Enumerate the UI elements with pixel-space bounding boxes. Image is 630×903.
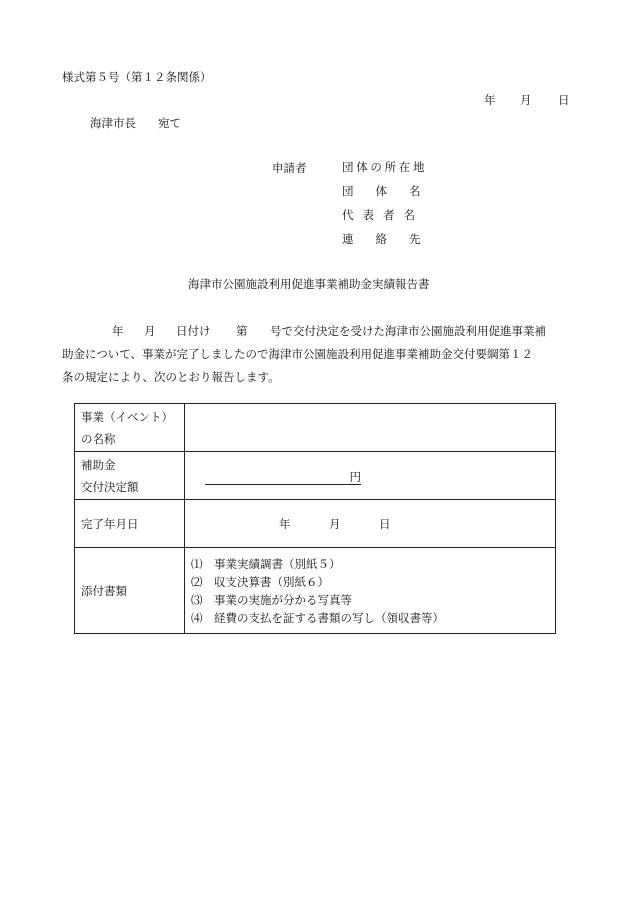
date-year: 年 bbox=[484, 93, 496, 107]
table-row bbox=[75, 404, 556, 452]
event-label-line1: 事業（イベント） bbox=[81, 409, 173, 424]
table-row bbox=[75, 548, 556, 634]
completion-date-label: 完了年月日 bbox=[75, 500, 185, 548]
field-representative: 代表者名 bbox=[342, 208, 424, 222]
field-address: 団体の所在地 bbox=[342, 160, 428, 174]
addressee-name: 海津市長 bbox=[90, 116, 136, 130]
body-line-3: 条の規定により、次のとおり報告します。 bbox=[62, 370, 280, 384]
attachment-item: ⑴ 事業実績調書（別紙５） bbox=[191, 556, 341, 571]
applicant-label: 申請者 bbox=[272, 161, 307, 175]
event-name-value[interactable] bbox=[185, 404, 556, 452]
grant-amount-label bbox=[75, 452, 185, 500]
report-body bbox=[62, 320, 574, 389]
report-table bbox=[74, 403, 556, 634]
attachment-item: ⑷ 経費の支払を証する書類の写し（領収書等） bbox=[191, 610, 444, 625]
body-year: 年 bbox=[112, 324, 124, 338]
field-contact: 連絡先 bbox=[342, 232, 443, 246]
date-day: 日 bbox=[558, 93, 570, 107]
addressee bbox=[90, 115, 181, 131]
completion-day: 日 bbox=[379, 516, 391, 531]
body-text-1: 号で交付決定を受けた海津市公園施設利用促進事業補 bbox=[270, 324, 546, 338]
event-label-line2: の名称 bbox=[81, 431, 116, 446]
document-title: 海津市公園施設利用促進事業補助金実績報告書 bbox=[188, 277, 430, 291]
completion-date-value[interactable] bbox=[185, 500, 556, 548]
attachments-list bbox=[185, 548, 556, 634]
form-number: 様式第５号（第１２条関係） bbox=[62, 70, 212, 84]
grant-amount-value[interactable] bbox=[185, 452, 556, 500]
applicant-fields bbox=[342, 160, 443, 256]
field-organization: 団体名 bbox=[342, 184, 443, 198]
attachment-item: ⑵ 収支決算書（別紙６） bbox=[191, 574, 329, 589]
grant-label-line1: 補助金 bbox=[81, 457, 116, 472]
attachments-label: 添付書類 bbox=[75, 548, 185, 634]
report-date bbox=[484, 92, 570, 108]
yen-amount-line: 円 bbox=[205, 466, 361, 485]
table-row bbox=[75, 452, 556, 500]
body-dated: 日付け bbox=[176, 324, 211, 338]
table-row bbox=[75, 500, 556, 548]
body-month: 月 bbox=[144, 324, 156, 338]
body-line-1 bbox=[62, 320, 574, 343]
event-name-label bbox=[75, 404, 185, 452]
attachment-item: ⑶ 事業の実施が分かる写真等 bbox=[191, 592, 352, 607]
completion-year: 年 bbox=[279, 516, 291, 531]
completion-month: 月 bbox=[329, 516, 341, 531]
body-number-prefix: 第 bbox=[236, 324, 248, 338]
body-line-2: 助金について、事業が完了しましたので海津市公園施設利用促進事業補助金交付要綱第１２ bbox=[62, 347, 534, 361]
date-month: 月 bbox=[520, 93, 532, 107]
grant-label-line2: 交付決定額 bbox=[81, 479, 139, 494]
addressee-suffix: 宛て bbox=[158, 116, 181, 130]
